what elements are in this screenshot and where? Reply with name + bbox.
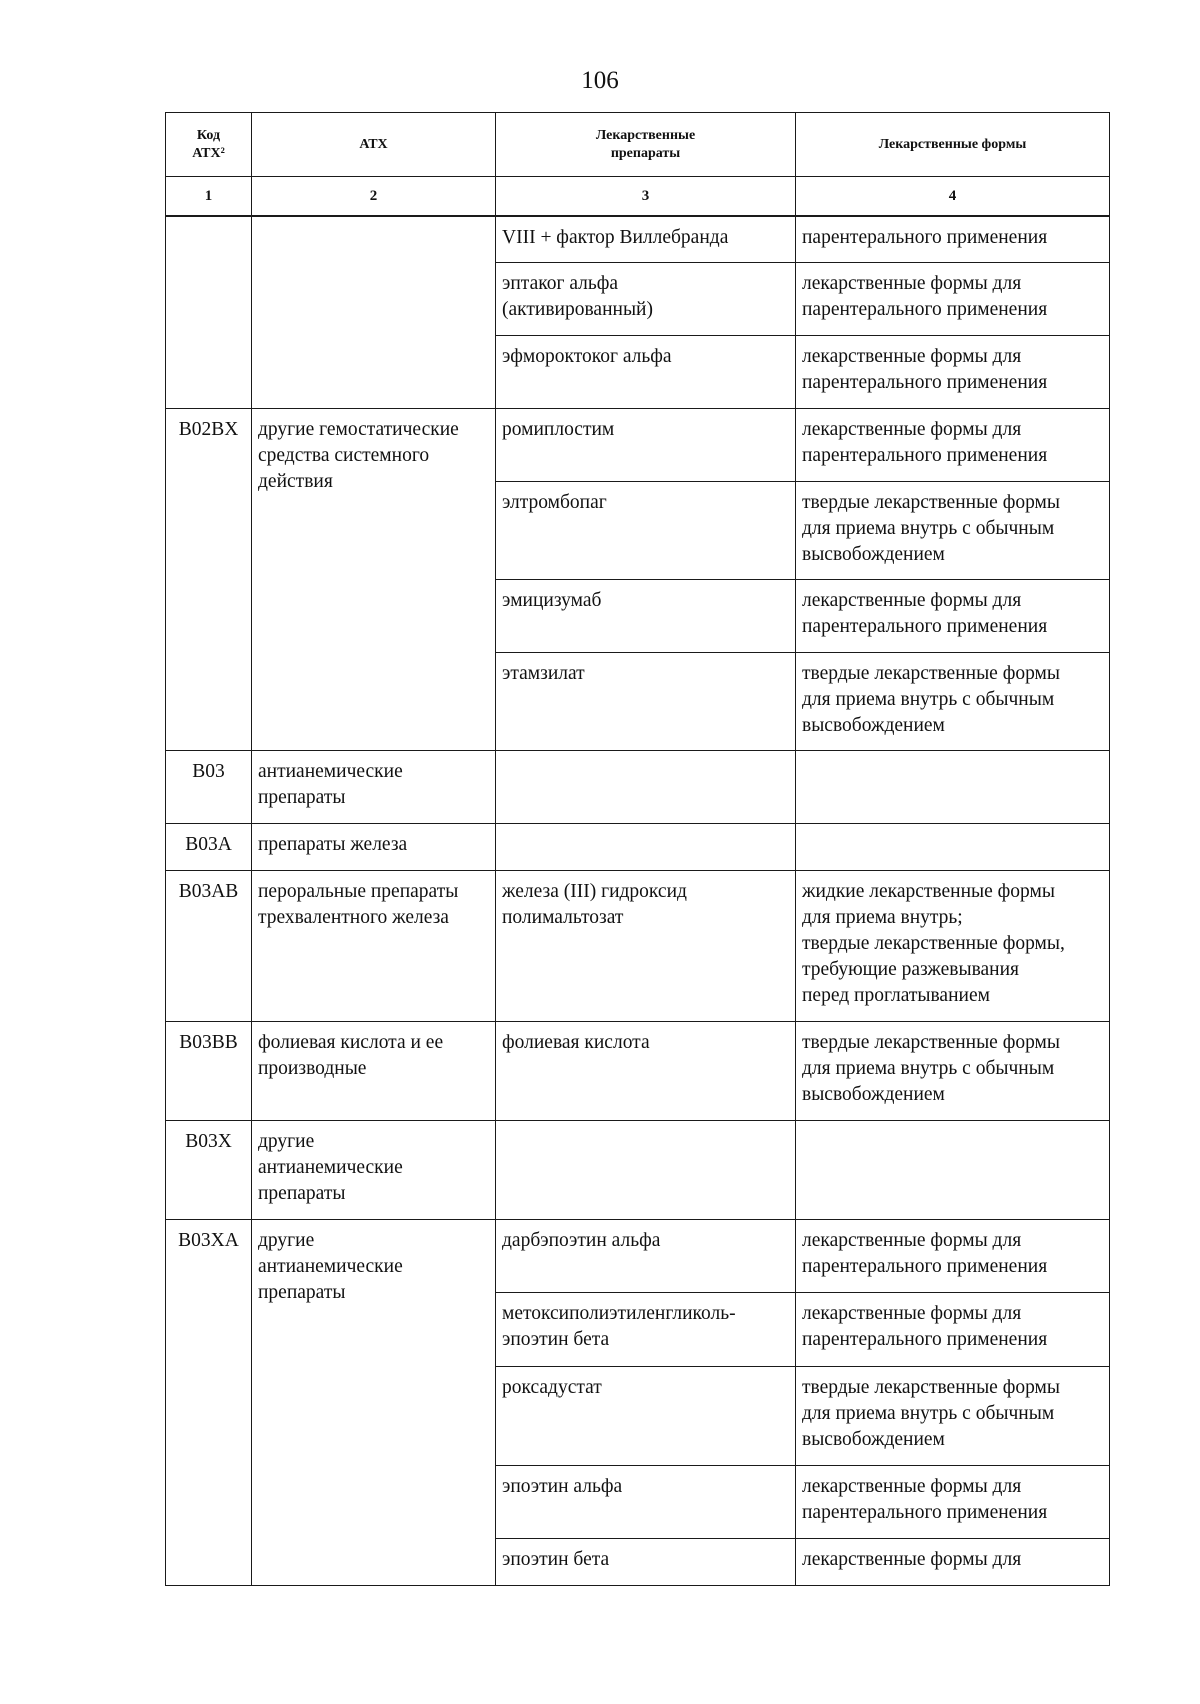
column-number: 3: [496, 177, 796, 217]
table-row: [166, 1120, 1110, 1219]
atc-name-cell: другие гемостатические средства системного действия: [252, 408, 496, 750]
atc-code-cell: B03A: [166, 823, 252, 870]
drug-cell: ромиплостим: [496, 408, 796, 481]
drug-cell: VIII + фактор Виллебранда: [496, 216, 796, 262]
header-dosage-forms: Лекарственные формы: [796, 113, 1110, 177]
drug-cell: дарбэпоэтин альфа: [496, 1219, 796, 1292]
atc-code-cell: B03BB: [166, 1021, 252, 1120]
form-cell: парентерального применения: [796, 216, 1110, 262]
header-drugs: Лекарственные препараты: [496, 113, 796, 177]
form-cell: лекарственные формы для: [796, 1538, 1110, 1585]
form-cell: [796, 823, 1110, 870]
form-cell: [796, 750, 1110, 823]
drug-cell: эфмороктоког альфа: [496, 335, 796, 408]
form-cell: твердые лекарственные формы для приема внутрь с обычным высвобождением: [796, 481, 1110, 579]
drug-cell: железа (III) гидроксид полимальтозат: [496, 870, 796, 1021]
atc-name-cell: препараты железа: [252, 823, 496, 870]
atc-name-cell: другие антианемические препараты: [252, 1219, 496, 1585]
table-header-row: [166, 113, 1110, 177]
column-number: 4: [796, 177, 1110, 217]
column-number-row: [166, 177, 1110, 217]
atc-code-cell: B03XA: [166, 1219, 252, 1585]
drug-cell: эмицизумаб: [496, 579, 796, 652]
header-atc-code: Код АТХ²: [166, 113, 252, 177]
drug-cell: роксадустат: [496, 1366, 796, 1465]
form-cell: лекарственные формы для парентерального применения: [796, 1465, 1110, 1538]
page-number: 106: [581, 67, 619, 94]
atc-code-cell: B02BX: [166, 408, 252, 750]
atc-code-cell: B03X: [166, 1120, 252, 1219]
form-cell: твердые лекарственные формы для приема внутрь с обычным высвобождением: [796, 1021, 1110, 1120]
table-row: [166, 750, 1110, 823]
table-row: [166, 823, 1110, 870]
form-cell: лекарственные формы для парентерального применения: [796, 1292, 1110, 1366]
table-row: [166, 1021, 1110, 1120]
column-number: 1: [166, 177, 252, 217]
atc-name-cell: фолиевая кислота и ее производные: [252, 1021, 496, 1120]
table-row: [166, 1219, 1110, 1292]
drug-cell: [496, 750, 796, 823]
atc-name-cell: [252, 216, 496, 408]
form-cell: твердые лекарственные формы для приема внутрь с обычным высвобождением: [796, 652, 1110, 750]
atc-code-cell: B03AB: [166, 870, 252, 1021]
form-cell: твердые лекарственные формы для приема внутрь с обычным высвобождением: [796, 1366, 1110, 1465]
drug-cell: эптаког альфа (активированный): [496, 262, 796, 335]
drug-cell: эпоэтин бета: [496, 1538, 796, 1585]
column-number: 2: [252, 177, 496, 217]
atc-name-cell: пероральные препараты трехвалентного железа: [252, 870, 496, 1021]
form-cell: [796, 1120, 1110, 1219]
atc-name-cell: антианемические препараты: [252, 750, 496, 823]
form-cell: лекарственные формы для парентерального применения: [796, 262, 1110, 335]
table-row: [166, 408, 1110, 481]
drug-cell: [496, 823, 796, 870]
form-cell: лекарственные формы для парентерального применения: [796, 1219, 1110, 1292]
drug-cell: [496, 1120, 796, 1219]
form-cell: жидкие лекарственные формы для приема внутрь; твердые лекарственные формы, требующие разжевывания перед проглатыванием: [796, 870, 1110, 1021]
drug-cell: элтромбопаг: [496, 481, 796, 579]
table-row: [166, 870, 1110, 1021]
drug-cell: метоксиполиэтиленгликоль- эпоэтин бета: [496, 1292, 796, 1366]
header-atc: АТХ: [252, 113, 496, 177]
drug-cell: фолиевая кислота: [496, 1021, 796, 1120]
form-cell: лекарственные формы для парентерального применения: [796, 335, 1110, 408]
atc-drug-table: [165, 112, 1110, 1586]
table-row: [166, 216, 1110, 262]
atc-code-cell: B03: [166, 750, 252, 823]
drug-cell: эпоэтин альфа: [496, 1465, 796, 1538]
atc-code-cell: [166, 216, 252, 408]
atc-name-cell: другие антианемические препараты: [252, 1120, 496, 1219]
form-cell: лекарственные формы для парентерального применения: [796, 579, 1110, 652]
form-cell: лекарственные формы для парентерального применения: [796, 408, 1110, 481]
drug-cell: этамзилат: [496, 652, 796, 750]
